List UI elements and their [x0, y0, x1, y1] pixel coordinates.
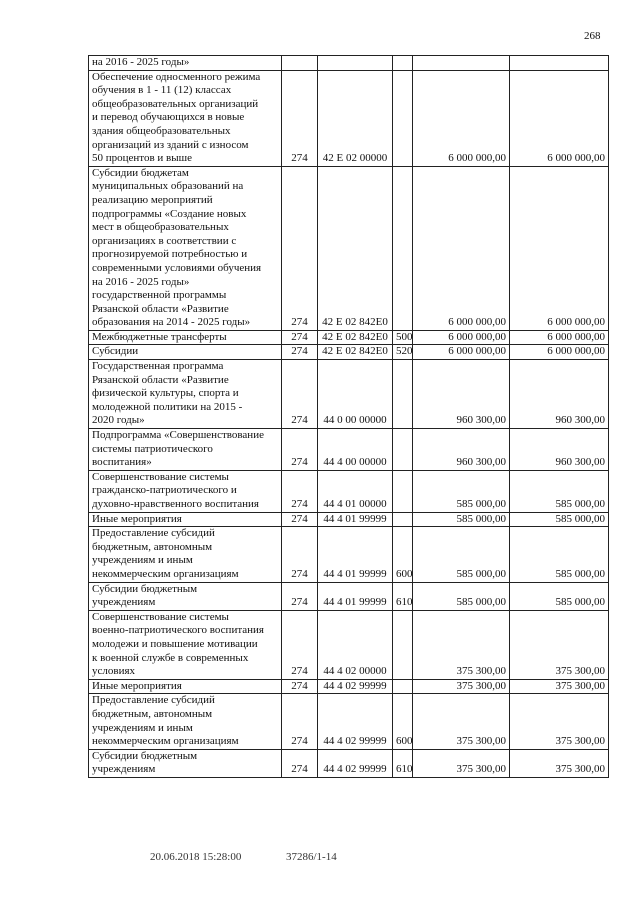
row-ved-cell: 274	[282, 330, 318, 345]
row-amount-year1-cell: 375 300,00	[413, 694, 510, 749]
row-ved-cell: 274	[282, 610, 318, 679]
row-vr-cell	[393, 470, 413, 512]
table-row	[89, 345, 609, 360]
row-name-cell: Совершенствование системы гражданско-патриотического и духовно-нравственного воспитания	[89, 470, 282, 512]
row-name-cell: на 2016 - 2025 годы»	[89, 56, 282, 71]
row-amount-year1-cell: 585 000,00	[413, 512, 510, 527]
table-row	[89, 512, 609, 527]
row-ved-cell: 274	[282, 166, 318, 330]
row-amount-year1-cell: 6 000 000,00	[413, 166, 510, 330]
table-row	[89, 360, 609, 429]
row-csr-cell: 42 Е 02 842Е0	[318, 330, 393, 345]
row-ved-cell: 274	[282, 527, 318, 582]
row-amount-year2-cell: 375 300,00	[510, 694, 609, 749]
row-amount-year1-cell: 585 000,00	[413, 582, 510, 610]
row-amount-year2-cell: 585 000,00	[510, 512, 609, 527]
row-ved-cell: 274	[282, 582, 318, 610]
row-amount-year1-cell: 960 300,00	[413, 360, 510, 429]
row-amount-year2-cell: 960 300,00	[510, 429, 609, 471]
footer-doc-number: 37286/1-14	[286, 851, 337, 863]
row-amount-year2-cell	[510, 56, 609, 71]
table-row	[89, 749, 609, 777]
table-row	[89, 610, 609, 679]
row-ved-cell: 274	[282, 470, 318, 512]
row-name-cell: Субсидии бюджетным учреждениям	[89, 749, 282, 777]
page-number: 268	[584, 30, 601, 42]
row-amount-year2-cell: 6 000 000,00	[510, 70, 609, 166]
row-csr-cell: 44 4 02 99999	[318, 679, 393, 694]
row-csr-cell: 44 4 02 99999	[318, 694, 393, 749]
row-name-cell: Подпрограмма «Совершенствование системы патриотического воспитания»	[89, 429, 282, 471]
row-ved-cell: 274	[282, 512, 318, 527]
row-ved-cell: 274	[282, 70, 318, 166]
row-ved-cell: 274	[282, 360, 318, 429]
row-amount-year1-cell: 375 300,00	[413, 749, 510, 777]
row-vr-cell: 610	[393, 582, 413, 610]
row-amount-year2-cell: 585 000,00	[510, 582, 609, 610]
row-amount-year1-cell: 585 000,00	[413, 527, 510, 582]
row-amount-year2-cell: 6 000 000,00	[510, 166, 609, 330]
row-amount-year2-cell: 375 300,00	[510, 749, 609, 777]
row-ved-cell: 274	[282, 679, 318, 694]
budget-table	[88, 55, 609, 778]
row-vr-cell	[393, 512, 413, 527]
row-amount-year2-cell: 585 000,00	[510, 470, 609, 512]
row-amount-year1-cell: 6 000 000,00	[413, 330, 510, 345]
row-amount-year1-cell: 960 300,00	[413, 429, 510, 471]
row-ved-cell: 274	[282, 694, 318, 749]
row-ved-cell: 274	[282, 749, 318, 777]
row-amount-year1-cell: 375 300,00	[413, 610, 510, 679]
row-amount-year1-cell: 585 000,00	[413, 470, 510, 512]
row-name-cell: Обеспечение односменного режима обучения в 1 - 11 (12) классах общеобразовательных организаций и перевод обучающихся в новые здания общеобразовательных организаций из зданий с износом 50 процентов и выше	[89, 70, 282, 166]
row-vr-cell	[393, 429, 413, 471]
row-vr-cell: 520	[393, 345, 413, 360]
table-row	[89, 429, 609, 471]
row-name-cell: Субсидии бюджетам муниципальных образований на реализацию мероприятий подпрограммы «Создание новых мест в общеобразовательных организациях в соответствии с прогнозируемой потребностью и современными условиями обучения на 2016 - 2025 годы» государственной программы Рязанской области «Развитие образования на 2014 - 2025 годы»	[89, 166, 282, 330]
row-name-cell: Предоставление субсидий бюджетным, автономным учреждениям и иным некоммерческим организациям	[89, 527, 282, 582]
row-vr-cell	[393, 70, 413, 166]
row-vr-cell	[393, 360, 413, 429]
footer-datetime: 20.06.2018 15:28:00	[150, 851, 242, 863]
row-vr-cell: 610	[393, 749, 413, 777]
row-csr-cell: 42 Е 02 00000	[318, 70, 393, 166]
row-ved-cell	[282, 56, 318, 71]
row-csr-cell: 44 4 02 00000	[318, 610, 393, 679]
row-csr-cell: 44 4 01 99999	[318, 582, 393, 610]
row-name-cell: Совершенствование системы военно-патриотического воспитания молодежи и повышение мотивации к военной службе в современных условиях	[89, 610, 282, 679]
table-row	[89, 70, 609, 166]
row-name-cell: Государственная программа Рязанской области «Развитие физической культуры, спорта и молодежной политики на 2015 - 2020 годы»	[89, 360, 282, 429]
row-csr-cell: 42 Е 02 842Е0	[318, 345, 393, 360]
row-vr-cell	[393, 610, 413, 679]
row-csr-cell	[318, 56, 393, 71]
table-row	[89, 694, 609, 749]
table-row	[89, 56, 609, 71]
row-name-cell: Субсидии	[89, 345, 282, 360]
row-vr-cell: 600	[393, 527, 413, 582]
row-amount-year1-cell: 6 000 000,00	[413, 70, 510, 166]
row-vr-cell: 500	[393, 330, 413, 345]
row-csr-cell: 44 4 00 00000	[318, 429, 393, 471]
row-amount-year1-cell	[413, 56, 510, 71]
row-name-cell: Иные мероприятия	[89, 679, 282, 694]
row-ved-cell: 274	[282, 345, 318, 360]
row-csr-cell: 44 4 01 99999	[318, 512, 393, 527]
row-amount-year2-cell: 375 300,00	[510, 610, 609, 679]
row-name-cell: Межбюджетные трансферты	[89, 330, 282, 345]
row-name-cell: Иные мероприятия	[89, 512, 282, 527]
row-name-cell: Предоставление субсидий бюджетным, автономным учреждениям и иным некоммерческим организациям	[89, 694, 282, 749]
table-row	[89, 166, 609, 330]
row-amount-year2-cell: 6 000 000,00	[510, 345, 609, 360]
row-csr-cell: 44 0 00 00000	[318, 360, 393, 429]
row-amount-year2-cell: 6 000 000,00	[510, 330, 609, 345]
row-csr-cell: 42 Е 02 842Е0	[318, 166, 393, 330]
row-amount-year2-cell: 375 300,00	[510, 679, 609, 694]
row-amount-year2-cell: 960 300,00	[510, 360, 609, 429]
row-csr-cell: 44 4 01 99999	[318, 527, 393, 582]
table-row	[89, 679, 609, 694]
row-csr-cell: 44 4 01 00000	[318, 470, 393, 512]
table-row	[89, 582, 609, 610]
row-vr-cell	[393, 679, 413, 694]
table-row	[89, 330, 609, 345]
row-amount-year2-cell: 585 000,00	[510, 527, 609, 582]
table-row	[89, 470, 609, 512]
row-ved-cell: 274	[282, 429, 318, 471]
row-vr-cell: 600	[393, 694, 413, 749]
row-vr-cell	[393, 56, 413, 71]
table-row	[89, 527, 609, 582]
row-name-cell: Субсидии бюджетным учреждениям	[89, 582, 282, 610]
row-vr-cell	[393, 166, 413, 330]
row-csr-cell: 44 4 02 99999	[318, 749, 393, 777]
row-amount-year1-cell: 6 000 000,00	[413, 345, 510, 360]
budget-table-body	[89, 56, 609, 778]
row-amount-year1-cell: 375 300,00	[413, 679, 510, 694]
